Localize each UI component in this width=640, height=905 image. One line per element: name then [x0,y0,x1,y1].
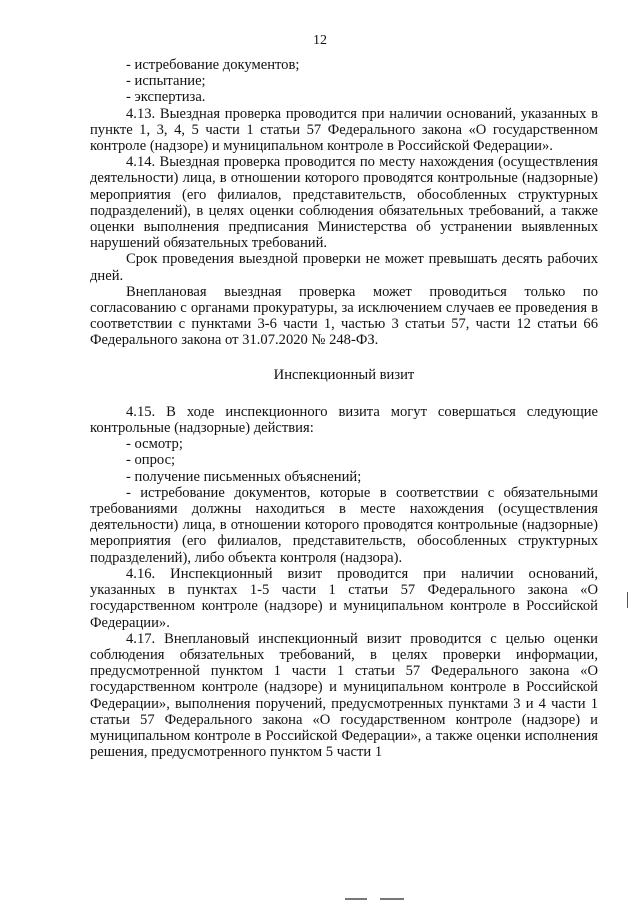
list-item: - осмотр; [126,436,183,453]
paragraph-4-17: 4.17. Внеплановый инспекционный визит проводится с целью оценки соблюдения обязательных требований, в целях проверки информации, предусмотренной пунктом 1 части 1 статьи 57 Федерального закона «О государственном контроле (надзоре) и муниципальном контроле в Российской Федерации», выполнения поручений, предусмотренных пунктами 3 и 4 части 1 статьи 57 Федерального закона «О государственном контроле (надзоре) и муниципальном контроле в Российской Федерации», а также оценки исполнения решения, предусмотренного пунктом 5 части 1 [90,630,598,761]
paragraph-4-16: 4.16. Инспекционный визит проводится при наличии оснований, указанных в пунктах 1-5 части 1 статьи 57 Федерального закона «О государственном контроле (надзоре) и муниципальном контроле в Российской Федерации». [90,565,598,631]
list-item: - испытание; [126,73,206,90]
scan-edge-mark [627,592,628,608]
document-body [90,57,598,760]
paragraph-4-15: 4.15. В ходе инспекционного визита могут совершаться следующие контрольные (надзорные) действия: [90,403,598,437]
list-item: - опрос; [126,452,176,469]
paragraph-4-13: 4.13. Выездная проверка проводится при наличии оснований, указанных в пункте 1, 3, 4, 5 части 1 статьи 57 Федерального закона «О государственном контроле (надзоре) и муниципальном контроле в Российской Федерации». [90,105,598,155]
paragraph-4-14: 4.14. Выездная проверка проводится по месту нахождения (осуществления деятельности) лица, в отношении которого проводятся контрольные (надзорные) мероприятия (его филиалов, представительств, обособленных структурных подразделений), в целях оценки соблюдения обязательных требований, а также оценки выполнения предписания Министерства об устранении выявленных нарушений обязательных требований. [90,154,598,252]
paragraph-document-request: - истребование документов, которые в соответствии с обязательными требованиями должны находиться в месте нахождения (осуществления деятельности) лица, в отношении которого проводятся контрольные (надзорные) мероприятия (его филиалов, представительств, обособленных структурных подразделений), либо объекта контроля (надзора). [90,484,598,566]
list-item: - экспертиза. [126,89,206,106]
scan-artifact [345,898,367,900]
section-heading: Инспекционный визит [273,366,415,383]
paragraph-unplanned-inspection: Внеплановая выездная проверка может проводиться только по согласованию с органами прокуратуры, за исключением случаев ее проведения в соответствии с пунктами 3-6 части 1, частью 3 статьи 57, части 12 статьи 66 Федерального закона от 31.07.2020 № 248-ФЗ. [90,283,598,349]
page-number: 12 [313,33,327,48]
list-item: - истребование документов; [126,57,300,73]
list-item: - получение письменных объяснений; [126,468,362,485]
scan-artifact [380,898,404,900]
paragraph-inspection-term: Срок проведения выездной проверки не может превышать десять рабочих дней. [90,251,598,284]
